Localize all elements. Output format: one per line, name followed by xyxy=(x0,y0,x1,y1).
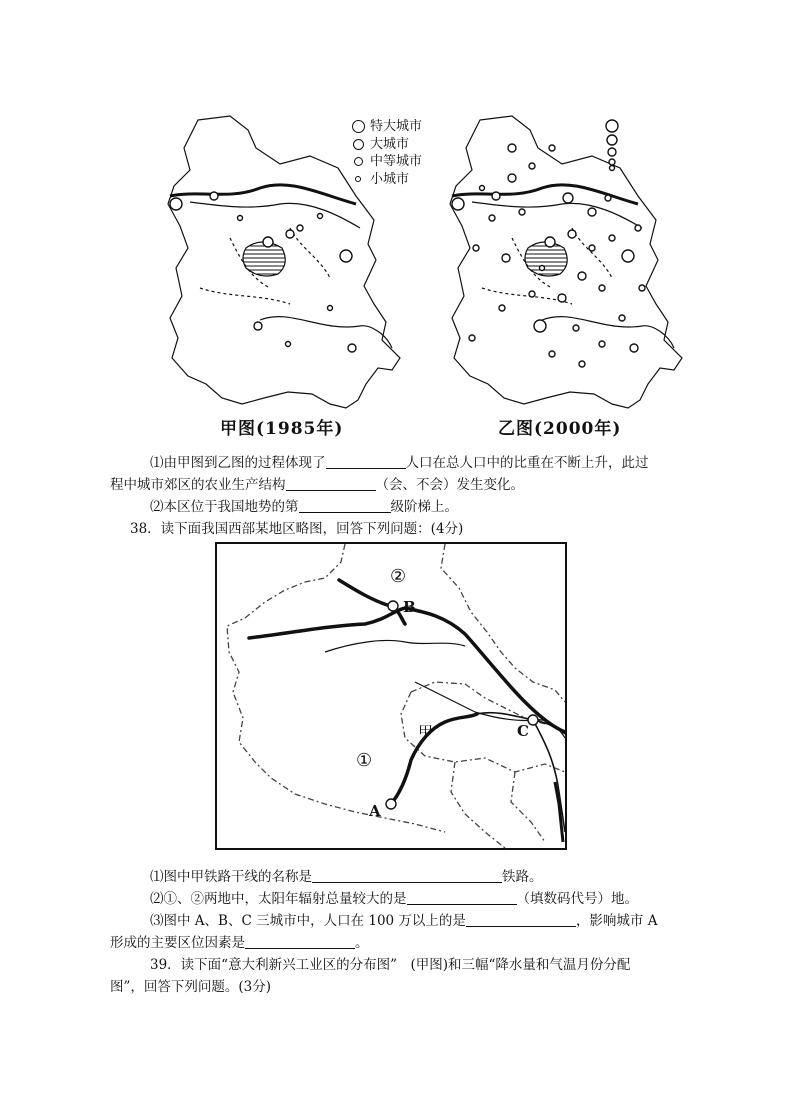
q38-title: 38．读下面我国西部某地区略图，回答下列问题：(4分) xyxy=(130,521,464,537)
answer-blank[interactable] xyxy=(312,868,502,883)
legend-item-medium xyxy=(352,153,422,171)
legend-side-circles xyxy=(606,120,618,165)
q39-line1: 39．读下面“意大利新兴工业区的分布图” (甲图)和三幅“降水量和气温月份分配 xyxy=(150,957,631,973)
text: 。 xyxy=(355,935,369,951)
circle-icon xyxy=(355,176,361,182)
q38-part3-line1 xyxy=(150,910,657,932)
answer-blank[interactable] xyxy=(407,890,517,905)
maps-svg xyxy=(160,108,720,438)
map-legend xyxy=(352,118,422,188)
text: ⑴由甲图到乙图的过程体现了 xyxy=(150,455,326,471)
q38-part1 xyxy=(150,866,543,888)
city-b-label: B xyxy=(403,598,416,616)
q38-part3-line2 xyxy=(110,932,369,954)
map-a-caption: 甲图(1985年) xyxy=(220,419,344,439)
text: ⑶图中 A、B、C 三城市中，人口在 100 万以上的是 xyxy=(150,913,466,929)
text: 程中城市郊区的农业生产结构 xyxy=(110,477,286,493)
legend-label: 中等城市 xyxy=(370,154,423,169)
answer-blank[interactable] xyxy=(466,912,576,927)
map-b-caption: 乙图(2000年) xyxy=(498,419,622,439)
legend-label: 小城市 xyxy=(370,171,410,187)
answer-blank[interactable] xyxy=(326,454,406,469)
circle-icon xyxy=(352,120,365,133)
text: （会、不会）发生变化。 xyxy=(375,477,524,493)
region-1-label: ① xyxy=(356,750,373,771)
western-map-svg xyxy=(215,542,567,850)
text: ⑵①、②两地中，太阳年辐射总量较大的是 xyxy=(150,891,407,907)
legend-item-extra-large xyxy=(352,118,422,136)
railway-jia-label: 甲 xyxy=(418,723,434,741)
answer-blank[interactable] xyxy=(299,498,391,513)
city-c-label: C xyxy=(517,722,529,740)
q37-part1-line1 xyxy=(150,452,649,474)
city-b-marker xyxy=(388,601,398,611)
text: 铁路。 xyxy=(502,869,543,885)
city-a-marker xyxy=(386,799,396,809)
text: ⑴图中甲铁路干线的名称是 xyxy=(150,869,312,885)
text: ，影响城市 A xyxy=(575,913,658,929)
legend-label: 特大城市 xyxy=(370,119,423,134)
city-a-label: A xyxy=(369,802,381,820)
q37-part2 xyxy=(150,496,458,518)
region-2-label: ② xyxy=(390,566,407,587)
legend-item-small xyxy=(352,171,422,189)
western-region-map xyxy=(215,542,567,850)
map-2000 xyxy=(450,116,682,408)
circle-icon xyxy=(353,139,364,150)
text: （填数码代号）地。 xyxy=(516,891,638,907)
q39-line2: 图”，回答下列问题。(3分) xyxy=(110,979,272,995)
answer-blank[interactable] xyxy=(245,934,355,949)
text: 形成的主要区位因素是 xyxy=(110,935,245,951)
answer-blank[interactable] xyxy=(286,476,376,491)
city-c-marker xyxy=(528,715,538,725)
legend-label: 大城市 xyxy=(370,136,410,152)
text: 级阶梯上。 xyxy=(390,499,458,515)
q38-part2 xyxy=(150,888,638,910)
text: 人口在总人口中的比重在不断上升，此过 xyxy=(405,455,649,471)
q37-part1-line2 xyxy=(110,474,524,496)
circle-icon xyxy=(354,157,363,166)
city-distribution-maps xyxy=(160,108,720,438)
text: ⑵本区位于我国地势的第 xyxy=(150,499,299,515)
legend-item-large xyxy=(352,136,422,154)
